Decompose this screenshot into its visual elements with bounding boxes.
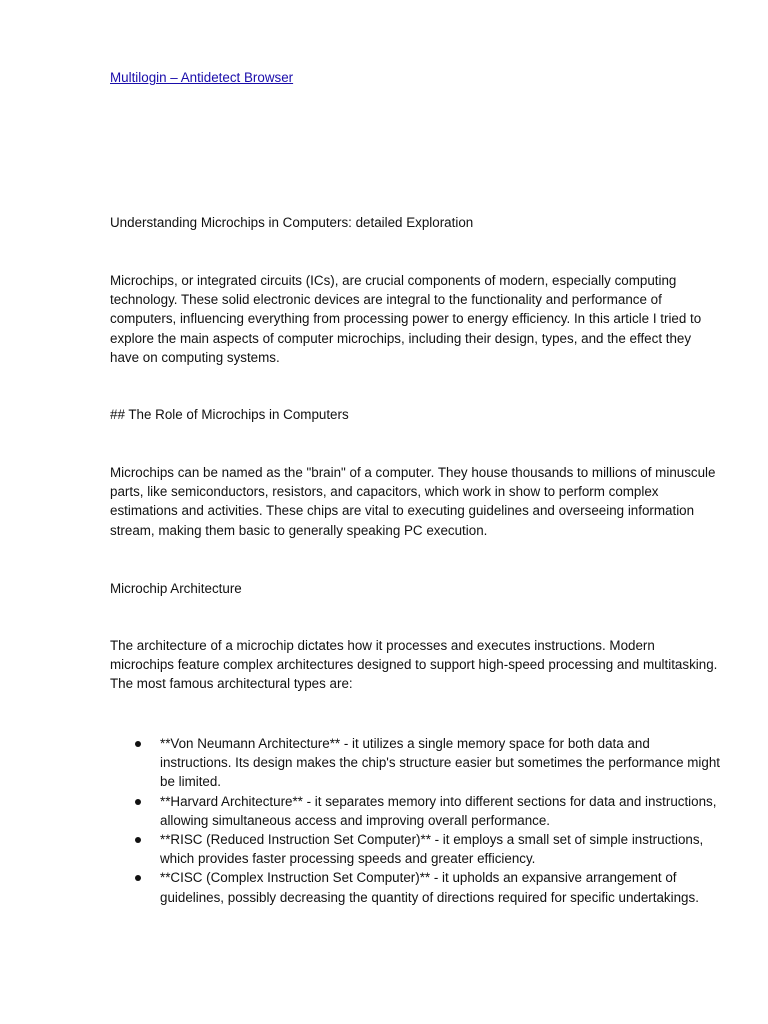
multilogin-link[interactable]: Multilogin – Antidetect Browser: [110, 70, 294, 85]
section-body-architecture: The architecture of a microchip dictates how it processes and executes instructions. Modern microchips feature complex architectures designed to support high-speed processing and multitasking. The most famous architectural types are:: [110, 638, 718, 692]
architecture-list: [110, 734, 720, 907]
document-title: Understanding Microchips in Computers: detailed Exploration: [110, 215, 474, 230]
bullet-icon: [135, 837, 141, 843]
list-item-text: **Von Neumann Architecture** - it utilizes a single memory space for both data and instructions. Its design makes the chip's structure easier but sometimes the performance might be limited.: [160, 736, 721, 790]
bullet-icon: [135, 741, 141, 747]
list-item: [110, 830, 720, 868]
list-item-text: **CISC (Complex Instruction Set Computer)** - it upholds an expansive arrangement of guidelines, possibly decreasing the quantity of directions required for specific undertakings.: [160, 870, 699, 905]
section-heading-role: ## The Role of Microchips in Computers: [110, 407, 349, 422]
list-item: [110, 792, 720, 830]
bullet-icon: [135, 875, 141, 881]
list-item-text: **Harvard Architecture** - it separates memory into different sections for data and instructions, allowing simultaneous access and improving overall performance.: [160, 793, 717, 828]
intro-paragraph: Microchips, or integrated circuits (ICs), are crucial components of modern, especially computing technology. These solid electronic devices are integral to the functionality and performance of computers, influencing everything from processing power to energy efficiency. In this article I tried to explore the main aspects of computer microchips, including their design, types, and the effect they have on computing systems.: [110, 273, 702, 365]
section-heading-architecture: Microchip Architecture: [110, 581, 242, 596]
bullet-icon: [135, 799, 141, 805]
link-paragraph: [110, 68, 720, 87]
list-item: [110, 868, 720, 906]
list-item-text: **RISC (Reduced Instruction Set Computer)** - it employs a small set of simple instructions, which provides faster processing speeds and greater efficiency.: [160, 832, 704, 867]
list-item: [110, 734, 720, 792]
section-body-role: Microchips can be named as the "brain" of a computer. They house thousands to millions of minuscule parts, like semiconductors, resistors, and capacitors, which work in show to perform complex estimations and activities. These chips are vital to executing guidelines and overseeing information stream, making them basic to generally speaking PC execution.: [110, 465, 716, 538]
